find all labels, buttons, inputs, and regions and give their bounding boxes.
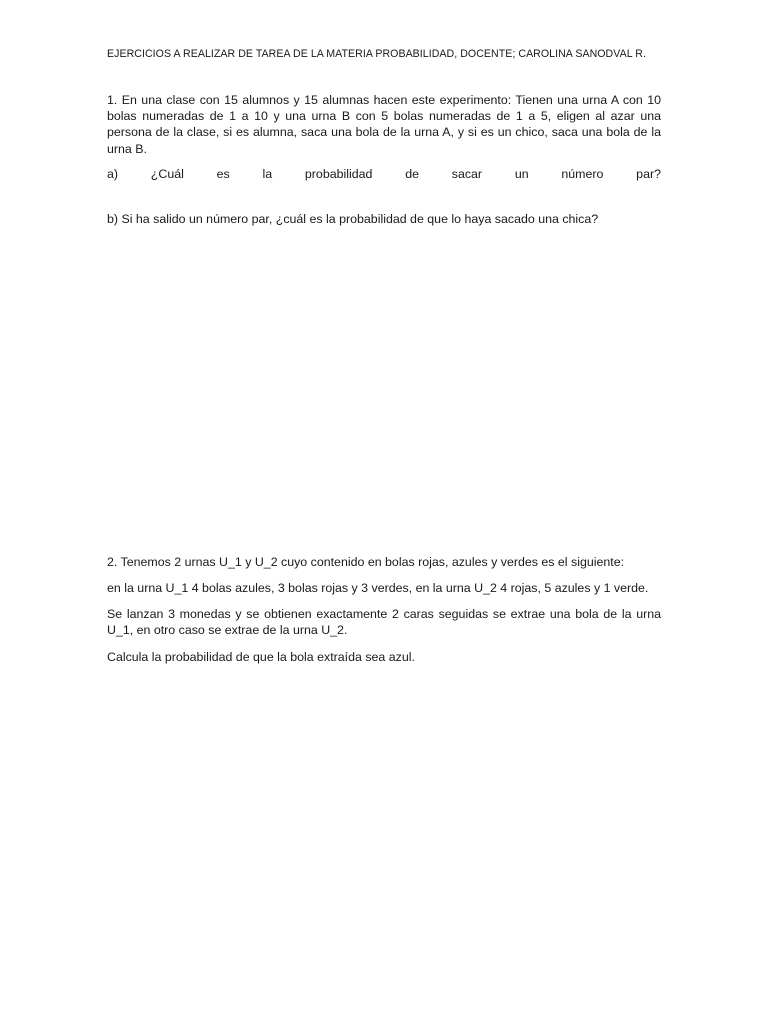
exercise-2-procedure: Se lanzan 3 monedas y se obtienen exactamente 2 caras seguidas se extrae una bola de la urna U_1, en otro caso se extrae de la urna U_2. bbox=[107, 607, 661, 638]
question-a-word: un bbox=[514, 167, 529, 181]
exercise-2-urn-contents: en la urna U_1 4 bolas azules, 3 bolas rojas y 3 verdes, en la urna U_2 4 rojas, 5 azules y 1 verde. bbox=[107, 581, 649, 595]
exercise-1-statement: 1. En una clase con 15 alumnos y 15 alumnas hacen este experimento: Tienen una urna A con 10 bolas numeradas de 1 a 10 y una urna B con 5 bolas numeradas de 1 a 5, eligen al azar una persona de la clase, si es alumna, saca una bola de la urna A, y si es un chico, saca una bola de la urna B. bbox=[107, 93, 661, 156]
question-a-word: número bbox=[561, 167, 604, 181]
question-a-word: par? bbox=[636, 167, 661, 181]
exercise-1-question-a bbox=[107, 166, 661, 182]
exercise-1-question-b: b) Si ha salido un número par, ¿cuál es la probabilidad de que lo haya sacado una chica? bbox=[107, 212, 599, 226]
question-a-word: sacar bbox=[451, 167, 483, 181]
question-a-word: ¿Cuál bbox=[150, 167, 184, 181]
question-a-word: a) bbox=[107, 167, 119, 181]
exercise-2-statement: 2. Tenemos 2 urnas U_1 y U_2 cuyo contenido en bolas rojas, azules y verdes es el siguiente: bbox=[107, 555, 625, 569]
question-a-word: probabilidad bbox=[304, 167, 373, 181]
question-a-word: es bbox=[216, 167, 230, 181]
question-a-word: la bbox=[262, 167, 273, 181]
question-a-word: de bbox=[405, 167, 419, 181]
page-header: EJERCICIOS A REALIZAR DE TAREA DE LA MATERIA PROBABILIDAD, DOCENTE; CAROLINA SANODVAL R. bbox=[107, 48, 646, 60]
exercise-2-question: Calcula la probabilidad de que la bola extraída sea azul. bbox=[107, 650, 415, 664]
